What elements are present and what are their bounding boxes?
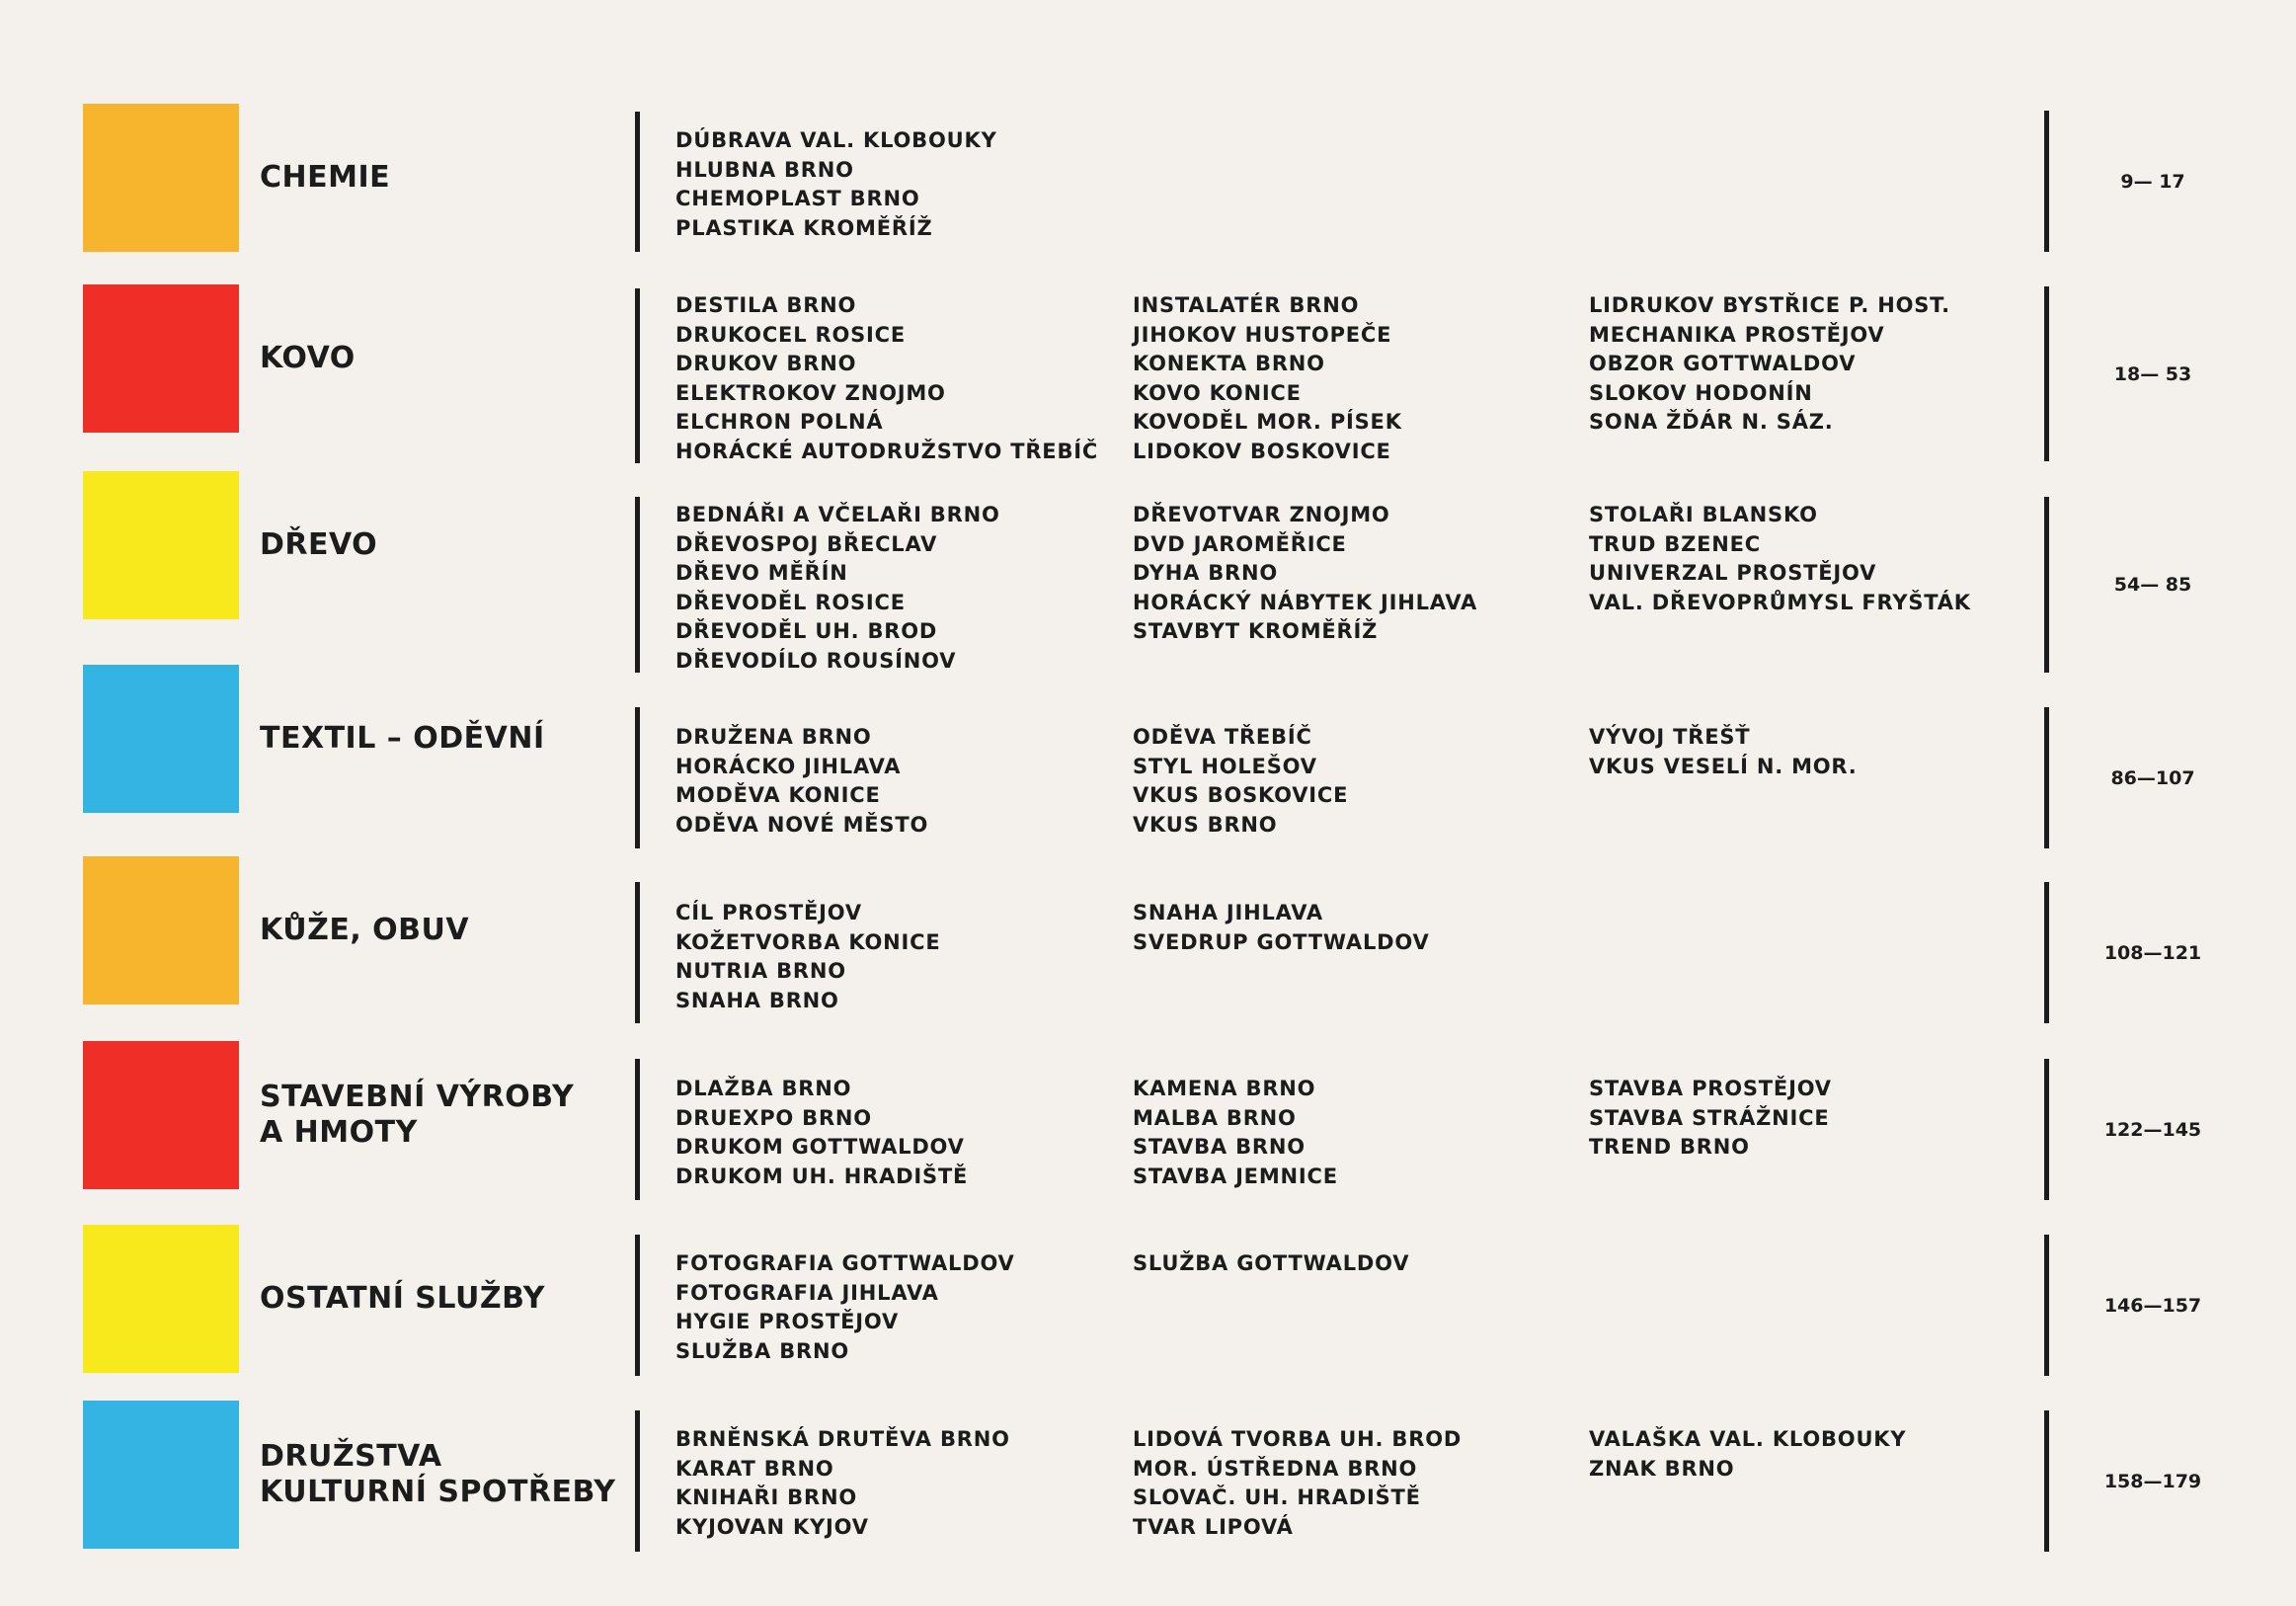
company-name: MOR. ÚSTŘEDNA BRNO (1133, 1456, 1418, 1481)
company-name: DŘEVODÍLO ROUSÍNOV (675, 648, 957, 673)
company-name: ELCHRON POLNÁ (675, 410, 884, 434)
company-name: HORÁCKO JIHLAVA (675, 754, 902, 778)
company-name: BRNĚNSKÁ DRUTĚVA BRNO (675, 1427, 1010, 1451)
company-name: STOLAŘI BLANSKO (1589, 503, 1818, 526)
company-name: JIHOKOV HUSTOPEČE (1133, 322, 1392, 347)
company-name: VAL. DŘEVOPRŮMYSL FRYŠTÁK (1589, 590, 1971, 614)
company-name: STAVBA BRNO (1133, 1135, 1306, 1159)
company-name: ZNAK BRNO (1589, 1456, 1735, 1481)
company-name: SONA ŽĎÁR N. SÁZ. (1589, 410, 1834, 434)
company-name: DRUKOV BRNO (675, 352, 857, 375)
company-column-1 (675, 501, 1000, 676)
company-name: UNIVERZAL PROSTĚJOV (1589, 561, 1877, 585)
company-name: DRUŽENA BRNO (675, 725, 872, 749)
page-range: 122—145 (2103, 1118, 2202, 1141)
category-color-swatch (83, 1041, 239, 1189)
category-color-swatch (83, 1225, 239, 1373)
company-name: HYGIE PROSTĚJOV (675, 1310, 900, 1333)
company-name: DYHA BRNO (1133, 561, 1279, 585)
company-column-2 (1133, 723, 1348, 840)
left-divider-bar (635, 1235, 640, 1376)
right-divider-bar (2044, 497, 2049, 673)
company-name: DLAŽBA BRNO (675, 1077, 852, 1100)
company-name: PLASTIKA KROMĚŘÍŽ (675, 215, 933, 240)
company-name: TREND BRNO (1589, 1135, 1750, 1159)
company-name: FOTOGRAFIA GOTTWALDOV (675, 1251, 1015, 1275)
company-name: ODĚVA NOVÉ MĚSTO (675, 812, 929, 837)
company-name: HLUBNA BRNO (675, 157, 854, 182)
category-color-swatch (83, 665, 239, 813)
company-name: DŘEVOTVAR ZNOJMO (1133, 503, 1390, 526)
company-name: KYJOVAN KYJOV (675, 1514, 869, 1539)
page-range: 158—179 (2103, 1470, 2202, 1492)
category-color-swatch (83, 471, 239, 619)
company-column-3 (1589, 723, 1858, 781)
company-name: TVAR LIPOVÁ (1133, 1514, 1294, 1539)
company-name: DVD JAROMĚŘICE (1133, 531, 1347, 556)
company-name: SLOKOV HODONÍN (1589, 380, 1813, 405)
company-column-1 (675, 291, 1098, 466)
company-name: DŘEVO MĚŘÍN (675, 561, 848, 585)
category-title: STAVEBNÍ VÝROBY A HMOTY (260, 1080, 575, 1150)
company-name: DRUKOM UH. HRADIŠTĚ (675, 1164, 969, 1188)
company-name: DŘEVODĚL UH. BROD (675, 619, 938, 643)
category-color-swatch (83, 284, 239, 433)
company-name: OBZOR GOTTWALDOV (1589, 352, 1857, 375)
company-name: KNIHAŘI BRNO (675, 1486, 857, 1509)
company-column-1 (675, 899, 940, 1015)
category-color-swatch (83, 104, 239, 252)
company-name: KAMENA BRNO (1133, 1077, 1316, 1100)
company-column-1 (675, 1075, 968, 1191)
company-name: STAVBA JEMNICE (1133, 1164, 1338, 1188)
company-name: KARAT BRNO (675, 1456, 834, 1481)
company-column-3 (1589, 1425, 1906, 1484)
company-column-3 (1589, 1075, 1832, 1163)
company-name: DŘEVODĚL ROSICE (675, 590, 906, 614)
company-name: SLOVAČ. UH. HRADIŠTĚ (1133, 1486, 1421, 1509)
company-name: MODĚVA KONICE (675, 783, 881, 807)
company-name: KONEKTA BRNO (1133, 352, 1325, 375)
category-title: CHEMIE (260, 160, 391, 195)
company-column-1 (675, 1249, 1015, 1366)
company-column-1 (675, 1425, 1010, 1542)
page-range: 146—157 (2103, 1294, 2202, 1317)
company-column-3 (1589, 501, 1971, 617)
category-color-swatch (83, 1401, 239, 1549)
company-name: FOTOGRAFIA JIHLAVA (675, 1280, 939, 1305)
left-divider-bar (635, 1410, 640, 1552)
company-name: LIDRUKOV BYSTŘICE P. HOST. (1589, 293, 1950, 317)
company-column-3 (1589, 291, 1950, 438)
company-name: NUTRIA BRNO (675, 959, 846, 983)
company-name: SNAHA JIHLAVA (1133, 901, 1323, 924)
page-range: 108—121 (2103, 941, 2202, 964)
company-name: DRUEXPO BRNO (675, 1105, 872, 1130)
company-name: MALBA BRNO (1133, 1105, 1297, 1130)
company-name: SLUŽBA BRNO (675, 1338, 850, 1363)
company-name: DÚBRAVA VAL. KLOBOUKY (675, 128, 997, 152)
company-name: INSTALATÉR BRNO (1133, 293, 1360, 317)
company-name: VÝVOJ TŘEŠŤ (1589, 725, 1751, 749)
company-name: KOŽETVORBA KONICE (675, 929, 941, 954)
category-title: KŮŽE, OBUV (260, 913, 470, 947)
company-name: DRUKOM GOTTWALDOV (675, 1135, 965, 1159)
company-name: ODĚVA TŘEBÍČ (1133, 725, 1312, 749)
right-divider-bar (2044, 111, 2049, 252)
category-title: KOVO (260, 341, 356, 375)
company-name: STAVBYT KROMĚŘÍŽ (1133, 619, 1379, 643)
company-name: STAVBA PROSTĚJOV (1589, 1077, 1832, 1100)
company-name: SLUŽBA GOTTWALDOV (1133, 1251, 1410, 1275)
company-name: DESTILA BRNO (675, 293, 857, 317)
page-range: 18— 53 (2113, 362, 2192, 385)
company-name: TRUD BZENEC (1589, 531, 1762, 556)
company-name: SNAHA BRNO (675, 988, 839, 1012)
company-column-2 (1133, 501, 1477, 647)
company-name: VALAŠKA VAL. KLOBOUKY (1589, 1427, 1907, 1451)
left-divider-bar (635, 882, 640, 1023)
company-name: VKUS VESELÍ N. MOR. (1589, 754, 1858, 778)
right-divider-bar (2044, 1235, 2049, 1376)
right-divider-bar (2044, 707, 2049, 848)
page-range: 86—107 (2110, 766, 2195, 789)
company-column-1 (675, 723, 928, 840)
company-name: ELEKTROKOV ZNOJMO (675, 380, 946, 405)
left-divider-bar (635, 112, 640, 252)
company-name: KOVODĚL MOR. PÍSEK (1133, 410, 1402, 434)
company-name: LIDOKOV BOSKOVICE (1133, 439, 1391, 463)
company-name: CHEMOPLAST BRNO (675, 187, 920, 210)
company-column-2 (1133, 1249, 1409, 1279)
left-divider-bar (635, 288, 640, 463)
category-title: DŘEVO (260, 527, 378, 562)
category-title: TEXTIL – ODĚVNÍ (260, 721, 545, 756)
category-color-swatch (83, 856, 239, 1004)
company-name: DRUKOCEL ROSICE (675, 322, 907, 347)
company-name: CÍL PROSTĚJOV (675, 901, 862, 924)
company-name: VKUS BOSKOVICE (1133, 783, 1349, 807)
company-column-2 (1133, 1075, 1338, 1191)
right-divider-bar (2044, 882, 2049, 1023)
category-title: DRUŽSTVA KULTURNÍ SPOTŘEBY (260, 1439, 616, 1509)
page-range: 9— 17 (2120, 170, 2185, 193)
company-column-2 (1133, 1425, 1462, 1542)
company-column-2 (1133, 291, 1402, 466)
left-divider-bar (635, 497, 640, 673)
right-divider-bar (2044, 1410, 2049, 1552)
page-range: 54— 85 (2113, 574, 2192, 596)
company-name: SVEDRUP GOTTWALDOV (1133, 929, 1430, 954)
company-name: HORÁCKÉ AUTODRUŽSTVO TŘEBÍČ (675, 439, 1099, 463)
company-name: BEDNÁŘI A VČELAŘI BRNO (675, 503, 1000, 526)
company-name: LIDOVÁ TVORBA UH. BROD (1133, 1427, 1463, 1451)
company-name: STYL HOLEŠOV (1133, 754, 1317, 778)
company-name: MECHANIKA PROSTĚJOV (1589, 322, 1885, 347)
company-column-1 (675, 126, 997, 243)
company-name: VKUS BRNO (1133, 812, 1278, 837)
category-title: OSTATNÍ SLUŽBY (260, 1281, 546, 1316)
company-name: DŘEVOSPOJ BŘECLAV (675, 531, 938, 556)
right-divider-bar (2044, 1059, 2049, 1200)
left-divider-bar (635, 707, 640, 848)
right-divider-bar (2044, 286, 2049, 461)
company-name: KOVO KONICE (1133, 380, 1302, 405)
company-column-2 (1133, 899, 1430, 957)
company-name: HORÁCKÝ NÁBYTEK JIHLAVA (1133, 590, 1478, 614)
left-divider-bar (635, 1059, 640, 1200)
company-name: STAVBA STRÁŽNICE (1589, 1105, 1830, 1130)
